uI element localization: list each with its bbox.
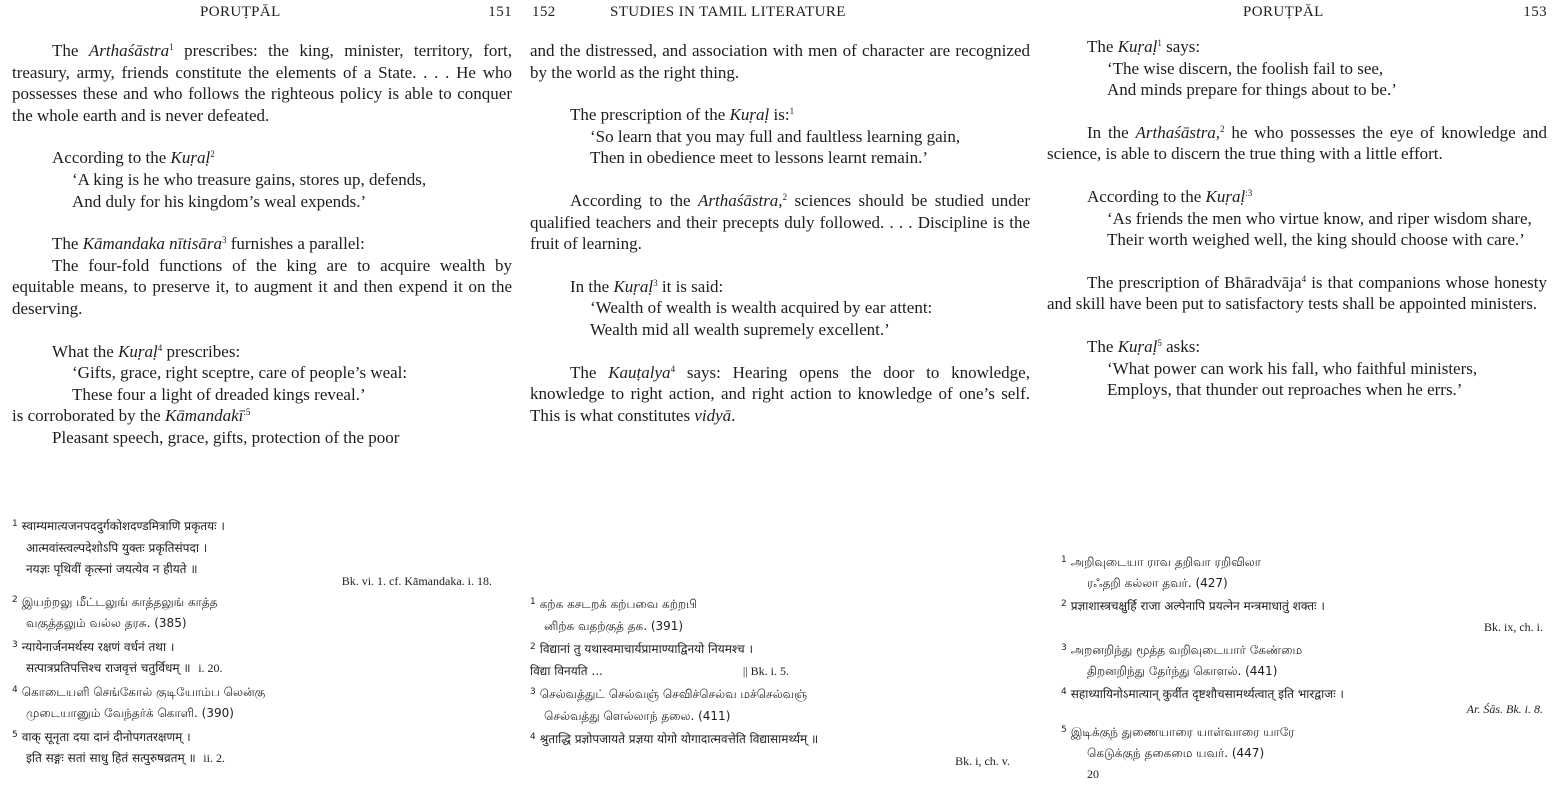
page-body [1047, 36, 1547, 401]
footnotes: $^1$ கற்க கசடறக் கற்பவை கற்றபி னிற்க வதற்குத் தக. (391) $^2$ विद्यानां तु यथास्वमाचार्यप्रामाण्याद्विनयो नियमश्च । विद्या विनयति ... || Bk. i. 5. $^3$ செல்வத்துட் செல்வஞ் செவிச்செல்வ மச்செல்வஞ் செல்வத்து ளெல்லாந் தலை. (411) $^4$ श्रुताद्धि प्रज्ञोपजायते प्रज्ञया योगो योगादात्मवत्तेति विद्यासामर्थ्यम् ॥ Bk. i, ch. v. [530, 592, 1030, 772]
footnote-reference: Bk. vi. 1. cf. Kāmandaka. i. 18. [341, 573, 492, 588]
page-number: 152 [532, 4, 556, 20]
footnote-3: $^3$ அறனறிந்து மூத்த வறிவுடையார் கேண்மை [1061, 643, 1303, 657]
page-153 [1047, 0, 1547, 806]
quote-intro: In the Kuṛaḷ$^3$ it is said: [570, 276, 724, 296]
verse-quote: ‘As friends the men who virtue know, and riper wisdom share, Their worth weighed well, the king should choose with care.’ [1107, 208, 1532, 250]
quote-intro: The Kuṛaḷ$^1$ says: [1087, 37, 1201, 56]
signature-mark: 20 [1087, 767, 1099, 781]
quote-intro: According to the Kuṛaḷ$^{:3}$ [1087, 186, 1253, 206]
running-title: PORUṬPĀL [200, 4, 281, 20]
page-header [530, 4, 1030, 24]
footnote-1: $^1$ கற்க கசடறக் கற்பவை கற்றபி [530, 597, 697, 611]
footnote-reference: Bk. i, ch. v. [955, 753, 1010, 768]
footnote-2: $^2$ प्रज्ञाशास्त्रचक्षुर्हि राजा अल्पेनापि प्रयत्नेन मन्त्रमाधातुं शक्तः । [1061, 599, 1325, 613]
running-title: STUDIES IN TAMIL LITERATURE [610, 4, 846, 20]
verse-quote: ‘Wealth of wealth is wealth acquired by ear attent: Wealth mid all wealth supremely excellent.’ [590, 298, 933, 339]
footnotes: $^1$ அறிவுடையா ராவ தறிவா ரறிவிலா ரஃதறி கல்லா தவர். (427) $^2$ प्रज्ञाशास्त्रचक्षुर्हि राजा अल्पेनापि प्रयत्नेन मन्त्रमाधातुं शक्तः । Bk. ix, ch. i. $^3$ அறனறிந்து மூத்த வறிவுடையார் கேண்மை திறனறிந்து தேர்ந்து கொளல். (441) $^4$ सहाध्यायिनोऽमात्यान् कुर्वीत दृष्टशौचसामर्थ्यत्वात् इति भारद्वाजः । Ar. Śās. Bk. i. 8. $^5$ இடிக்குந் துணையாரை யாள்வாரை யாரே கெடுக்குந் தகைமை யவர். (447) 20 [1047, 550, 1547, 785]
quote-intro: The Kuṛaḷ$^5$ asks: [1087, 336, 1201, 356]
verse-quote: ‘What power can work his fall, who faithful ministers, Employs, that thunder out reproaches when he errs.’ [1107, 358, 1478, 400]
footnote-4: $^4$ श्रुताद्धि प्रज्ञोपजायते प्रज्ञया योगो योगादात्मवत्तेति विद्यासामर्थ्यम् ॥ [530, 732, 819, 746]
quote-intro: The prescription of the Kuṛaḷ is:$^1$ [570, 105, 795, 125]
footnote-reference: Ar. Śās. Bk. i. 8. [1466, 702, 1543, 716]
verse-quote: ‘Gifts, grace, right sceptre, care of people’s weal: These four a light of dreaded kings reveal.’ [72, 363, 408, 404]
quote-intro: According to the Kuṛaḷ$^2$ [52, 148, 215, 168]
paragraph: The Kauṭalya$^4$ says: Hearing opens the door to knowledge, knowledge to right action, and right action to knowledge of one’s self. This is what constitutes vidyā. [530, 362, 1030, 425]
paragraph: The Arthaśāstra$^1$ prescribes: the king, minister, territory, fort, treasury, army, friends constitute the elements of a State. . . . He who possesses these and who follows the righteous policy is able to conquer the whole earth and is never defeated. [12, 41, 512, 125]
quote-intro: The Kāmandaka nītisāra$^3$ furnishes a parallel: [52, 234, 365, 254]
page-body [530, 40, 1030, 426]
footnote-5: $^5$ वाक् सूनृता दया दानं दीनोपगतरक्षणम् । [12, 729, 191, 744]
footnote-3: $^3$ न्यायेनार्जनमर्थस्य रक्षणं वर्धनं तथा । [12, 639, 175, 654]
paragraph: In the Arthaśāstra,$^2$ he who possesses the eye of knowledge and science, is able to discern the true thing with a little effort. [1047, 122, 1547, 164]
page-header [1047, 4, 1547, 24]
page-body [12, 40, 512, 449]
footnotes: $^1$ स्वाम्यमात्यजनपददुर्गकोशदण्डमित्राणि प्रकृतयः । आत्मवांस्त्वल्पदेशोऽपि युक्तः प्रकृतिसंपदा । नयज्ञः पृथिवीं कृत्स्नां जयत्येव न हीयते ॥ Bk. vi. 1. cf. Kāmandaka. i. 18. $^2$ இயற்றலு மீட்டலுங் காத்தலுங் காத்த வகுத்தலும் வல்ல தரசு. (385) $^3$ न्यायेनार्जनमर्थस्य रक्षणं वर्धनं तथा । सत्पात्रप्रतिपत्तिश्च राजवृत्तं चतुर्विधम् ॥ i. 20. $^4$ கொடையளி செங்கோல் குடியோம்ப லென்கு முடையானும் வேந்தர்க் கொளி. (390) $^5$ वाक् सूनृता दया दानं दीनोपगतरक्षणम् । इति सङ्गः सतां साधु हितं सत्पुरुषव्रतम् ॥ ii. 2. [12, 514, 512, 770]
verse-quote: ‘The wise discern, the foolish fail to see, And minds prepare for things about to be.’ [1107, 58, 1397, 100]
running-title: PORUṬPĀL [1243, 4, 1324, 20]
paragraph: and the distressed, and association with men of character are recognized by the world as the right thing. [530, 41, 1030, 82]
verse-quote: ‘So learn that you may full and faultless learning gain, Then in obedience meet to lessons learnt remain.’ [590, 126, 961, 168]
footnote-4: $^4$ सहाध्यायिनोऽमात्यान् कुर्वीत दृष्टशौचसामर्थ्यत्वात् इति भारद्वाजः । [1061, 687, 1344, 701]
page-header [12, 4, 512, 24]
verse-quote: ‘A king is he who treasure gains, stores up, defends, And duly for his kingdom’s weal expends.’ [72, 169, 427, 211]
paragraph: The prescription of Bhāradvāja$^4$ is that companions whose honesty and skill have been put to satisfactory tests shall be appointed ministers. [1047, 272, 1547, 314]
footnote-4: $^4$ கொடையளி செங்கோல் குடியோம்ப லென்கு [12, 684, 266, 699]
page-151 [12, 0, 512, 806]
page-152 [530, 0, 1030, 806]
paragraph: is corroborated by the Kāmandakī$^{:5}$ [12, 406, 251, 426]
footnote-2: $^2$ विद्यानां तु यथास्वमाचार्यप्रामाण्याद्विनयो नियमश्च । [530, 642, 753, 656]
footnote-2: $^2$ இயற்றலு மீட்டலுங் காத்தலுங் காத்த [12, 594, 218, 609]
footnote-reference: Bk. ix, ch. i. [1484, 620, 1543, 634]
paragraph: Pleasant speech, grace, gifts, protection of the poor [52, 427, 400, 447]
footnote-1: $^1$ स्वाम्यमात्यजनपददुर्गकोशदण्डमित्राणि प्रकृतयः । [12, 519, 225, 533]
quote-intro: What the Kuṛaḷ$^4$ prescribes: [52, 341, 241, 361]
page-number: 151 [488, 4, 512, 20]
paragraph: The four-fold functions of the king are to acquire wealth by equitable means, to preserve it, to augment it and then expend it on the deserving. [12, 255, 512, 318]
footnote-5: $^5$ இடிக்குந் துணையாரை யாள்வாரை யாரே [1061, 725, 1295, 739]
footnote-3: $^3$ செல்வத்துட் செல்வஞ் செவிச்செல்வ மச்செல்வஞ் [530, 687, 808, 701]
paragraph: According to the Arthaśāstra,$^2$ sciences should be studied under qualified teachers and their precepts duly followed. . . . Discipline is the fruit of learning. [530, 190, 1030, 254]
footnote-1: $^1$ அறிவுடையா ராவ தறிவா ரறிவிலா [1061, 555, 1262, 569]
page-number: 153 [1523, 4, 1547, 20]
